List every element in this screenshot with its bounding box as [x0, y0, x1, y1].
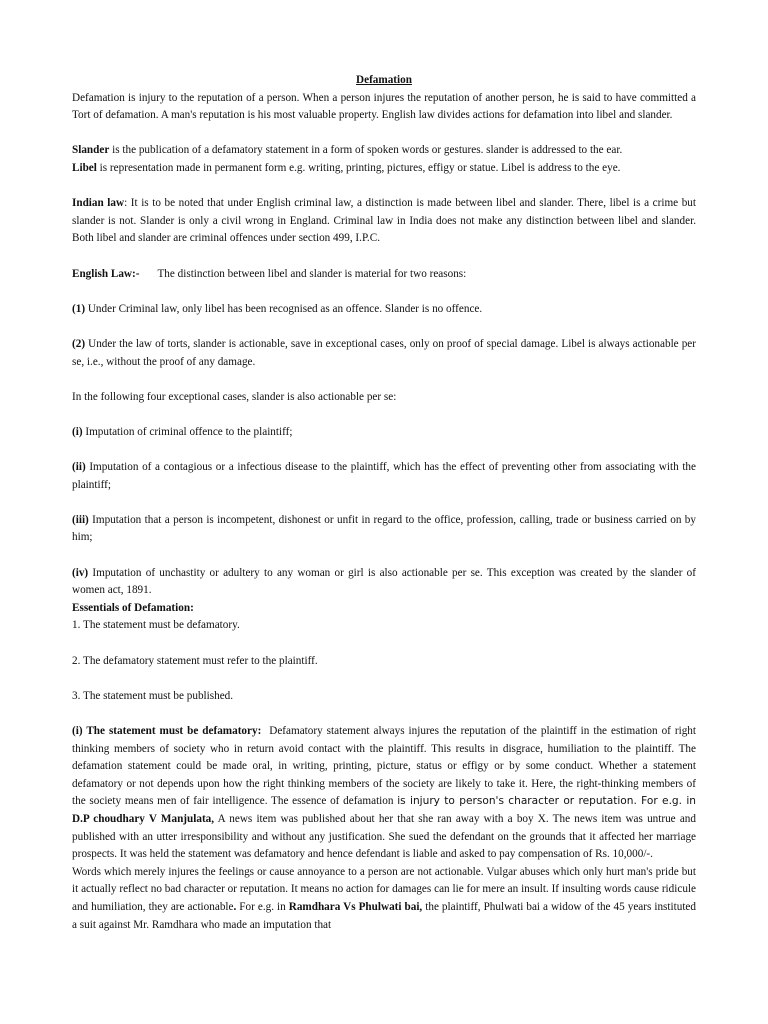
- exception-paragraph: [72, 512, 696, 547]
- intro-paragraph: Defamation is injury to the reputation of a person. When a person injures the reputation of another person, he is said to have committed a Tort of defamation. A man's reputation is his most valuable property. English law divides actions for defamation into libel and slander.: [72, 91, 696, 122]
- english-law-paragraph: [72, 266, 696, 284]
- reason-number: (1): [72, 302, 86, 315]
- words-text-cont: For e.g. in: [236, 900, 289, 913]
- essentials-heading: [72, 600, 696, 618]
- exception-number: (ii): [72, 461, 86, 474]
- reason-text: Under the law of torts, slander is actionable, save in exceptional cases, only on proof of special damage. Libel is always actionable per se, i.e., without the proof of any damage.: [72, 337, 696, 368]
- libel-paragraph: [72, 160, 696, 178]
- slander-text: is the publication of a defamatory statement in a form of spoken words or gestures. slander is addressed to the ear.: [109, 144, 623, 157]
- case-name: Ramdhara Vs Phulwati bai,: [288, 900, 423, 913]
- exception-paragraph: [72, 565, 696, 600]
- libel-text: is representation made in permanent form e.g. writing, printing, pictures, effigy or statue. Libel is address to the eye.: [96, 161, 621, 174]
- defamatory-paragraph: [72, 723, 696, 864]
- defamatory-case-text: A news item was published about her that she ran away with a boy X. The news item was untrue and published with an utter irresponsibility and without any justification. She sued the defendant on the grounds that it affected her marriage prospects. It was held the statement was defamatory and hence defendant is liable and asked to pay compensation of Rs. 10,000/-.: [72, 812, 696, 861]
- words-paragraph: [72, 864, 696, 934]
- libel-term: Libel: [72, 161, 97, 174]
- exception-paragraph: [72, 459, 696, 494]
- essential-item: 1. The statement must be defamatory.: [72, 619, 240, 632]
- exceptions-intro: In the following four exceptional cases, slander is also actionable per se:: [72, 390, 397, 403]
- indian-law-text: : It is to be noted that under English criminal law, a distinction is made between libel and slander. There, libel is a crime but slander is not. Slander is only a civil wrong in England. Criminal law in India does not make any distinction between libel and slander. Both libel and slander are criminal offences under section 499, I.P.C.: [72, 197, 696, 245]
- exception-text: Imputation of unchastity or adultery to any woman or girl is also actionable per se. This exception was created by the slander of women act, 1891.: [72, 566, 696, 597]
- essentials-heading-text: Essentials of Defamation:: [72, 601, 194, 614]
- defamatory-text-sans: is injury to person's character or reputation. For e.g. in: [397, 795, 696, 808]
- exception-number: (iii): [72, 513, 89, 526]
- indian-law-term: Indian law: [72, 197, 125, 210]
- slander-paragraph: [72, 142, 696, 160]
- document-page: [72, 72, 696, 934]
- reason-paragraph: [72, 301, 696, 319]
- words-text: Words which merely injures the feelings or cause annoyance to a person are not actionable. Vulgar abuses which only hurt man's pride but it actually reflect no bad character or reputation. It means no action for damages can lie for mere an insult. If insulting words cause ridicule and humiliation, they are actionable: [72, 865, 696, 913]
- reason-text: Under Criminal law, only libel has been recognised as an offence. Slander is no offence.: [85, 302, 483, 315]
- indian-law-paragraph: [72, 195, 696, 248]
- words-case-text: the plaintiff, Phulwati bai a widow of the 45 years instituted a suit against Mr. Ramdhara who made an imputation that: [72, 900, 696, 931]
- reason-number: (2): [72, 337, 86, 350]
- words-dot: .: [233, 900, 237, 913]
- essential-item: 3. The statement must be published.: [72, 689, 234, 702]
- english-law-text: The distinction between libel and slander is material for two reasons:: [157, 267, 467, 280]
- essential-item: 2. The defamatory statement must refer to the plaintiff.: [72, 654, 318, 667]
- reason-paragraph: [72, 336, 696, 371]
- exception-text: Imputation of a contagious or a infectious disease to the plaintiff, which has the effect of preventing other from associating with the plaintiff;: [72, 461, 696, 491]
- exception-number: (iv): [72, 566, 89, 579]
- exception-number: (i): [72, 425, 83, 438]
- exception-text: Imputation that a person is incompetent, dishonest or unfit in regard to the office, profession, calling, trade or business carried on by him;: [72, 513, 696, 544]
- case-name: D.P choudhary V Manjulata,: [72, 812, 215, 825]
- defamatory-text: Defamatory statement always injures the reputation of the plaintiff in the estimation of right thinking members of society who in return avoid contact with the plaintiff. This results in disgrace, humiliation to the plaintiff. The defamation statement could be made oral, in writing, printing, picture, status or effigy or by some conduct. Whether a statement defamatory or not depends upon how the right thinking members of the society are likely to take it. Here, the right-thinking members of the society means men of fair intelligence. The essence of defamation: [72, 724, 697, 808]
- page-title: Defamation: [356, 74, 412, 86]
- english-law-term: English Law:-: [72, 267, 140, 280]
- defamatory-heading: (i) The statement must be defamatory:: [72, 724, 262, 737]
- exception-paragraph: [72, 424, 696, 442]
- slander-term: Slander: [72, 144, 110, 157]
- exception-text: Imputation of criminal offence to the plaintiff;: [82, 425, 293, 438]
